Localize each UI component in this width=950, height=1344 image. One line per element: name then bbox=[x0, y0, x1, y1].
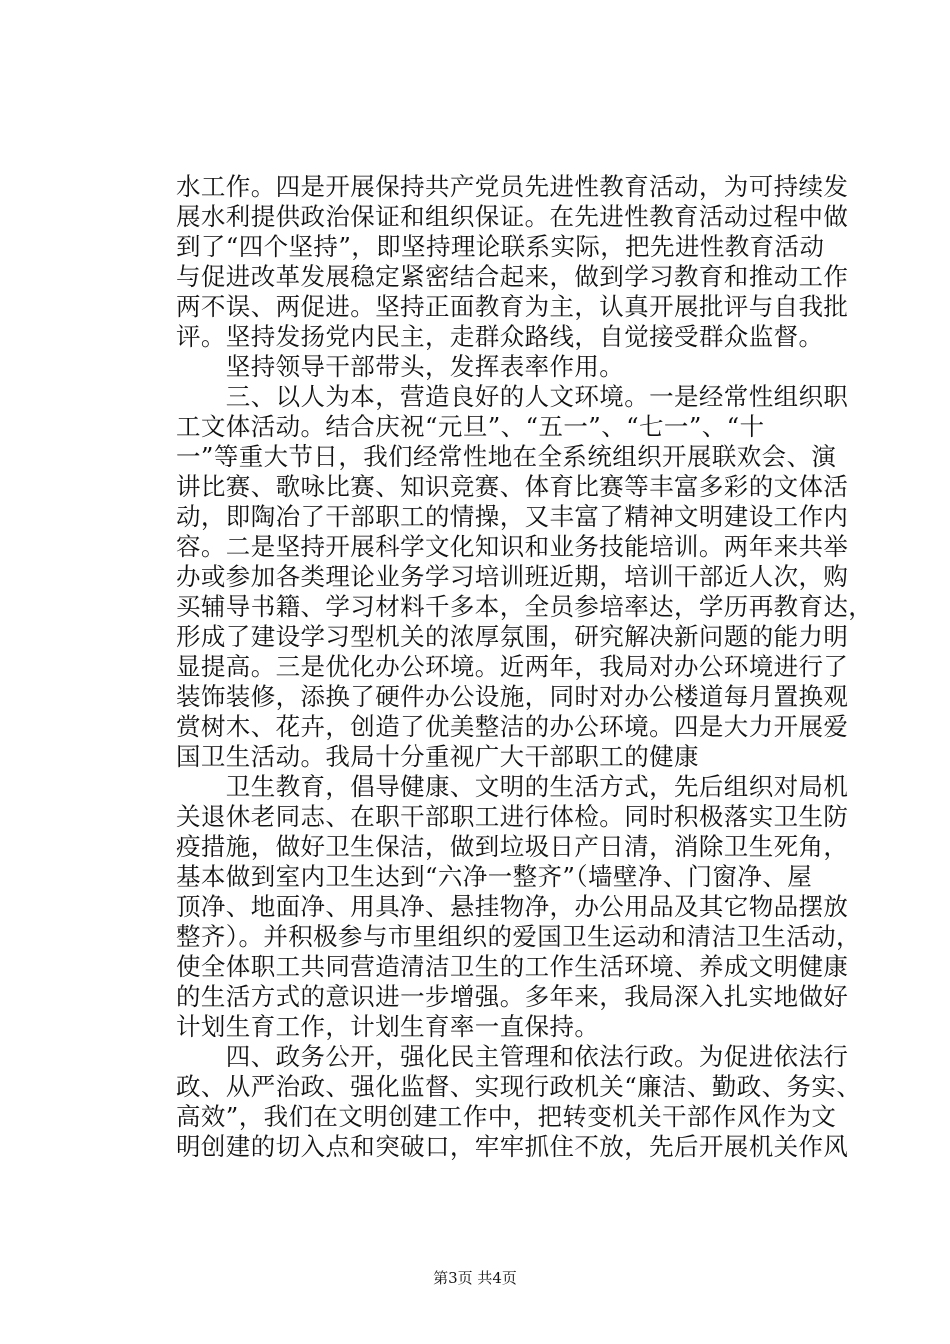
text-line: 讲比赛、歌咏比赛、知识竞赛、体育比赛等丰富多彩的文体活 bbox=[176, 472, 849, 501]
text-line: 卫生教育，倡导健康、文明的生活方式，先后组织对局机 bbox=[176, 772, 849, 801]
text-line: 基本做到室内卫生达到“六净一整齐”（墙壁净、门窗净、屋 bbox=[176, 862, 813, 891]
text-line: 政、从严治政、强化监督、实现行政机关“廉洁、勤政、务实、 bbox=[176, 1072, 862, 1101]
text-line: 显提高。三是优化办公环境。近两年，我局对办公环境进行了 bbox=[176, 652, 849, 681]
text-line: 关退休老同志、在职干部职工进行体检。同时积极落实卫生防 bbox=[176, 802, 849, 831]
text-line: 顶净、地面净、用具净、悬挂物净，办公用品及其它物品摆放 bbox=[176, 892, 849, 921]
text-line: 评。坚持发扬党内民主，走群众路线，自觉接受群众监督。 bbox=[176, 322, 824, 351]
text-line: 与促进改革发展稳定紧密结合起来，做到学习教育和推动工作 bbox=[176, 262, 849, 291]
text-line: 一”等重大节日，我们经常性地在全系统组织开展联欢会、演 bbox=[176, 442, 837, 471]
text-line: 展水利提供政治保证和组织保证。在先进性教育活动过程中做 bbox=[176, 202, 849, 231]
text-line: 计划生育工作，计划生育率一直保持。 bbox=[176, 1012, 600, 1041]
text-line: 容。二是坚持开展科学文化知识和业务技能培训。两年来共举 bbox=[176, 532, 849, 561]
text-line: 使全体职工共同营造清洁卫生的工作生活环境、养成文明健康 bbox=[176, 952, 849, 981]
text-line: 水工作。四是开展保持共产党员先进性教育活动，为可持续发 bbox=[176, 172, 849, 201]
text-line: 赏树木、花卉，创造了优美整洁的办公环境。四是大力开展爱 bbox=[176, 712, 849, 741]
text-line: 动，即陶冶了干部职工的情操，又丰富了精神文明建设工作内 bbox=[176, 502, 849, 531]
page-number-label: 第3页 共4页 bbox=[433, 1269, 517, 1287]
text-line: 两不误、两促进。坚持正面教育为主，认真开展批评与自我批 bbox=[176, 292, 849, 321]
text-line: 四、政务公开，强化民主管理和依法行政。为促进依法行 bbox=[176, 1042, 849, 1071]
text-line: 国卫生活动。我局十分重视广大干部职工的健康 bbox=[176, 742, 699, 771]
document-body bbox=[176, 172, 874, 1162]
text-line: 到了“四个坚持”，即坚持理论联系实际，把先进性教育活动 bbox=[176, 232, 825, 261]
text-line: 装饰装修，添换了硬件办公设施，同时对办公楼道每月置换观 bbox=[176, 682, 849, 711]
text-line: 的生活方式的意识进一步增强。多年来，我局深入扎实地做好 bbox=[176, 982, 849, 1011]
page-footer bbox=[0, 1268, 950, 1288]
text-line: 整齐）。并积极参与市里组织的爱国卫生运动和清洁卫生活动， bbox=[176, 922, 861, 951]
text-line: 高效”，我们在文明创建工作中，把转变机关干部作风作为文 bbox=[176, 1102, 837, 1131]
text-line: 坚持领导干部带头，发挥表率作用。 bbox=[176, 352, 625, 381]
text-line: 三、以人为本，营造良好的人文环境。一是经常性组织职 bbox=[176, 382, 849, 411]
text-line: 工文体活动。结合庆祝“元旦”、“五一”、“七一”、“十 bbox=[176, 412, 765, 441]
text-line: 疫措施，做好卫生保洁，做到垃圾日产日清，消除卫生死角， bbox=[176, 832, 849, 861]
text-line: 买辅导书籍、学习材料千多本，全员参培率达，学历再教育达， bbox=[176, 592, 874, 621]
text-line: 办或参加各类理论业务学习培训班近期，培训干部近人次，购 bbox=[176, 562, 849, 591]
text-line: 形成了建设学习型机关的浓厚氛围，研究解决新问题的能力明 bbox=[176, 622, 849, 651]
text-line: 明创建的切入点和突破口，牢牢抓住不放，先后开展机关作风 bbox=[176, 1132, 849, 1161]
